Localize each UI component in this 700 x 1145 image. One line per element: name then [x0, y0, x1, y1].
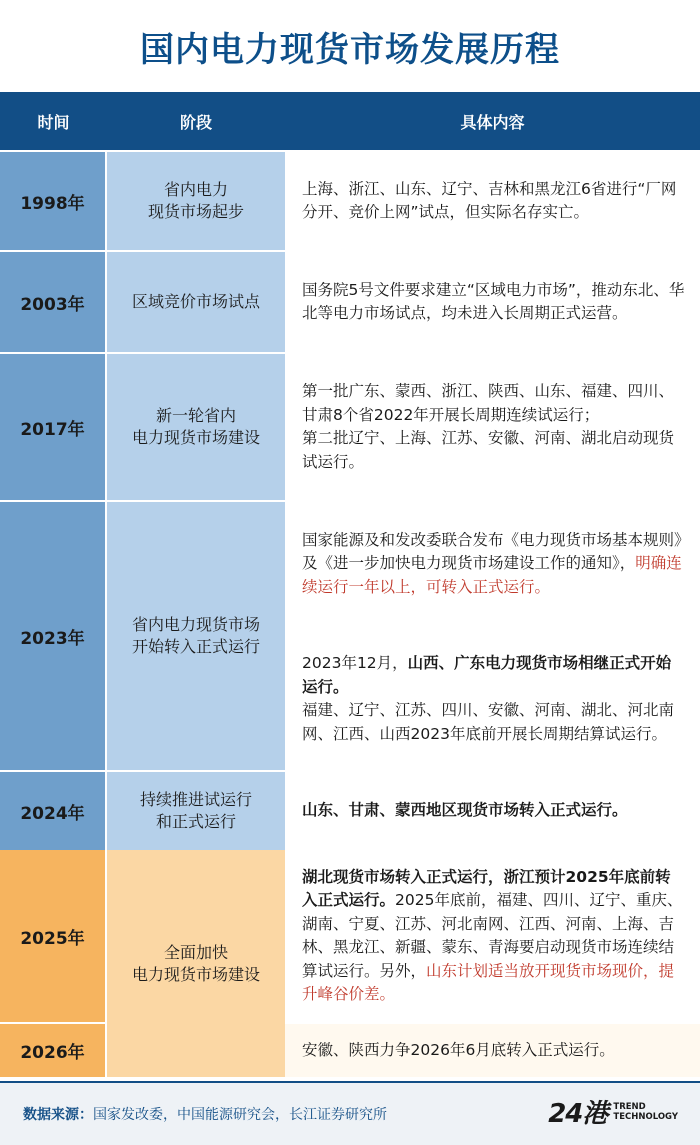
year-cell: 2024年 — [0, 772, 107, 850]
year-cell: 2003年 — [0, 252, 107, 352]
table-row — [0, 352, 700, 500]
content-cell: 国家能源及和发改委联合发布《电力现货市场基本规则》及《进一步加快电力现货市场建设工作的通知》，明确连续运行一年以上，可转入正式运行。 — [285, 502, 700, 626]
table-row — [0, 500, 700, 770]
table-row — [0, 770, 700, 850]
content-cell: 安徽、陕西力争2026年6月底转入正式运行。 — [285, 1022, 700, 1077]
stage-cell: 新一轮省内 电力现货市场建设 — [107, 354, 285, 500]
content-cell: 第一批广东、蒙西、浙江、陕西、山东、福建、四川、甘肃8个省2022年开展长周期连续试运行； 第二批辽宁、上海、江苏、安徽、河南、湖北启动现货试运行。 — [285, 354, 700, 500]
year-cell: 2025年 — [0, 850, 107, 1022]
footer — [0, 1081, 700, 1145]
stage-cell: 省内电力 现货市场起步 — [107, 152, 285, 250]
timeline-table — [0, 92, 700, 1077]
brand-logo: 24港 TREND TECHNOLOGY — [548, 1093, 678, 1130]
year-cell: 2023年 — [0, 502, 107, 770]
source-label: 数据来源： — [23, 1107, 93, 1123]
header-stage: 阶段 — [179, 112, 212, 132]
table-row-group — [0, 850, 700, 1077]
stage-cell: 区域竞价市场试点 — [107, 252, 285, 352]
content-cell: 上海、浙江、山东、辽宁、吉林和黑龙江6省进行“厂网分开、竞价上网”试点，但实际名存实亡。 — [285, 152, 700, 250]
content-group — [285, 502, 700, 770]
source-text: 国家发改委，中国能源研究会，长江证券研究所 — [93, 1107, 387, 1123]
logo-mark: 24港 — [548, 1099, 608, 1129]
content-cell: 国务院5号文件要求建立“区域电力市场”，推动东北、华北等电力市场试点，均未进入长周期正式运营。 — [285, 252, 700, 352]
content-cell: 2023年12月，山西、广东电力现货市场相继正式开始运行。 福建、辽宁、江苏、四川、安徽、河南、湖北、河北南网、江西、山西2023年底前开展长周期结算试运行。 — [285, 626, 700, 770]
stage-cell: 省内电力现货市场 开始转入正式运行 — [107, 502, 285, 770]
year-cell: 2017年 — [0, 354, 107, 500]
header-content: 具体内容 — [460, 112, 525, 132]
stage-cell: 全面加快 电力现货市场建设 — [107, 850, 285, 1077]
header-time: 时间 — [37, 112, 70, 132]
year-cell: 1998年 — [0, 152, 107, 250]
year-cell: 2026年 — [0, 1022, 107, 1077]
content-cell: 山东、甘肃、蒙西地区现货市场转入正式运行。 — [285, 772, 700, 850]
page-title: 国内电力现货市场发展历程 — [140, 29, 560, 70]
content-cell: 湖北现货市场转入正式运行，浙江预计2025年底前转入正式运行。2025年底前，福建、四川、辽宁、重庆、湖南、宁夏、江苏、河北南网、江西、河南、上海、吉林、黑龙江、新疆、蒙东、青海要启动现货市场连续结算试运行。另外，山东计划适当放开现货市场现价，提升峰谷价差。 — [285, 850, 700, 1022]
table-row — [0, 150, 700, 250]
table-header — [0, 92, 700, 150]
stage-cell: 持续推进试运行 和正式运行 — [107, 772, 285, 850]
table-row — [0, 250, 700, 352]
